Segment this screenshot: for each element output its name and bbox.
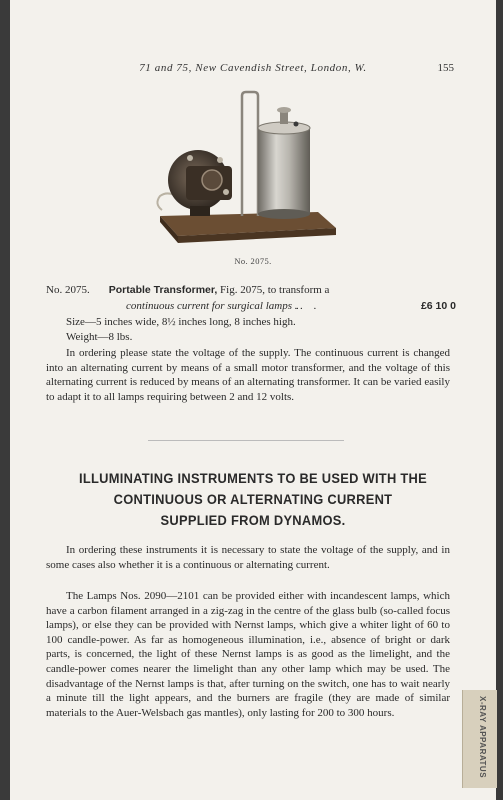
section-paragraph-1: In ordering these instruments it is necessary to state the voltage of the supply, and in some cases also whether it is a continuous or alternating current.: [46, 544, 450, 571]
product-description-line2: continuous current for surgical lamps . .: [126, 300, 304, 312]
product-entry: [46, 282, 456, 314]
heading-line: CONTINUOUS OR ALTERNATING CURRENT: [113, 491, 393, 507]
section-heading: [48, 468, 458, 531]
product-name: Portable Transformer,: [108, 284, 218, 296]
heading-line: ILLUMINATING INSTRUMENTS TO BE USED WITH THE: [79, 470, 427, 486]
page-header: [10, 62, 496, 78]
product-number: No. 2075.: [46, 284, 90, 296]
figure-caption: No. 2075.: [234, 256, 272, 266]
product-size: Size—5 inches wide, 8½ inches long, 8 inches high.: [66, 316, 296, 328]
product-description-line1: Fig. 2075, to transform a: [220, 284, 330, 296]
product-price: £6 10 0: [420, 300, 456, 312]
section-index-tab[interactable]: [462, 690, 497, 788]
leader-dots: . .: [296, 300, 323, 312]
transformer-illustration: [150, 88, 350, 250]
section-divider: [148, 440, 344, 441]
catalog-page: [10, 0, 496, 800]
ordering-note: In ordering please state the voltage of the supply. The continuous current is changed into an alternating current by means of a small motor transformer, and the voltage of this alternating current is reduced by means of an alternating transformer. It can be varied easily to adapt it to all lamps requiring between 2 and 12 volts.: [46, 347, 450, 403]
section-paragraph-2: The Lamps Nos. 2090—2101 can be provided either with incandescent lamps, which have a carbon filament arranged in a zig-zag in the centre of the glass bulb (so-called focus lamps), or else they can be provided with Nernst lamps, which give a whiter light of 60 to 100 candle-power. As far as homogeneous illumination, i.e., absence of bright or dark parts, is concerned, the light of these Nernst lamps is as good as the limelight, and the candle-power comes nearer the limelight than any other lamp which may be used. The disadvantage of the Nernst lamps is that, after turning on the switch, one has to wait nearly a minute till the light appears, and the burners are fragile (they are made of similar materials to the Auer-Welsbach gas mantles), only lasting for 200 to 300 hours.: [46, 590, 450, 719]
product-weight: Weight—8 lbs.: [66, 331, 133, 343]
heading-line: SUPPLIED FROM DYNAMOS.: [160, 512, 346, 528]
page-number: 155: [437, 62, 454, 74]
header-address: 71 and 75, New Cavendish Street, London, W.: [139, 62, 367, 74]
product-specs: [66, 315, 296, 345]
tab-label: X-RAY APPARATUS: [478, 696, 487, 779]
